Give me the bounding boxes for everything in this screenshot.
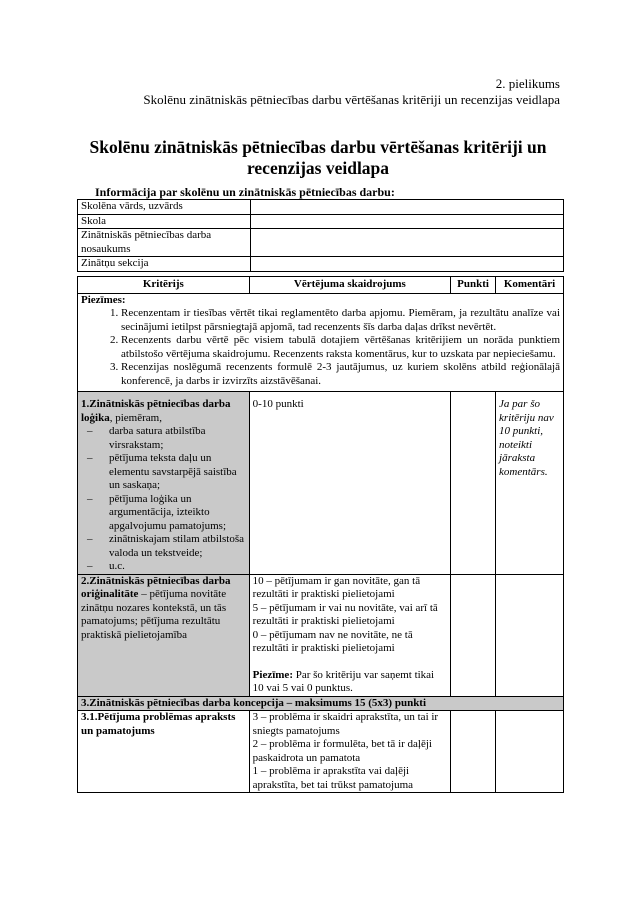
info-row <box>78 214 564 229</box>
notes-row <box>78 293 564 392</box>
criterion-2-grade: 10 – pētījumam ir gan novitāte, gan tā rezultāti ir praktiski pielietojami <box>252 574 421 600</box>
criterion-3-1-grade: 3 – problēma ir skaidri aprakstīta, un tai ir sniegts pamatojums <box>252 711 439 737</box>
criterion-2-title: 2.Zinātniskās pētniecības darba oriģinalitāte <box>81 574 231 600</box>
criterion-2-cell <box>78 574 250 696</box>
info-value-field[interactable] <box>251 200 564 215</box>
criterion-1-comment[interactable]: Ja par šo kritēriju nav 10 punkti, noteikti jāraksta komentārs. <box>496 392 564 575</box>
criterion-2-explanation <box>249 574 450 696</box>
criteria-table <box>77 276 564 793</box>
info-table <box>77 199 564 272</box>
section-3-row <box>78 696 564 711</box>
page-title: Skolēnu zinātniskās pētniecības darbu vērtēšanas kritēriji un recenzijas veidlapa <box>89 137 547 178</box>
criterion-1-item: – zinātniskajam stilam atbilstoša valoda un tekstveide; <box>85 533 246 560</box>
criterion-3-1-comment-field[interactable] <box>496 711 564 793</box>
criterion-1-title-rest: , piemēram, <box>109 411 162 424</box>
info-row <box>78 229 564 257</box>
notes-cell <box>78 293 564 392</box>
criterion-1-title: 1.Zinātniskās pētniecības darba loģika <box>81 398 231 424</box>
note-item: 3. Recenzijas noslēgumā recenzents formulē 2-3 jautājumus, uz kuriem skolēns atbild reģionālajā konferencē, ja darbs ir izvirzīts aizstāvēšanai. <box>121 361 560 388</box>
info-label: Skolēna vārds, uzvārds <box>78 200 251 215</box>
criterion-2-title-rest: – pētījuma novitāte zinātņu nozares kontekstā, un tās pamatojums; pētījuma rezultātu praktiskā pielietojamība <box>81 588 227 641</box>
criterion-2-note-label: Piezīme: <box>252 668 293 681</box>
criterion-1-item: – u.c. <box>85 560 246 574</box>
criteria-header-row <box>78 277 564 294</box>
note-item: 2. Recenzents darbu vērtē pēc visiem tabulā dotajiem vērtēšanas kritērijiem un norāda punktiem atbilstošo vērtējuma skaidrojumu. Recenzents raksta komentārus, kur to uzskata par nepieciešamu. <box>121 334 560 361</box>
section-3-heading: 3.Zinātniskās pētniecības darba koncepcija – maksimums 15 (5x3) punkti <box>78 696 564 711</box>
info-label: Zinātņu sekcija <box>78 257 251 272</box>
info-label: Zinātniskās pētniecības darba nosaukums <box>78 229 251 257</box>
criterion-2-note-text: Par šo kritēriju var saņemt tikai 10 vai 5 vai 0 punktus. <box>252 668 435 694</box>
criterion-2-comment-field[interactable] <box>496 574 564 696</box>
criterion-1-points-field[interactable] <box>451 392 496 575</box>
info-row <box>78 257 564 272</box>
note-item: 1. Recenzentam ir tiesības vērtēt tikai reglamentēto darba apjomu. Piemēram, ja rezultātu analīze vai secinājumi ietilpst pārsniegtajā apjomā, tad recenzents šīs darba daļas drīkst nevērtēt. <box>121 307 560 334</box>
criterion-1-list <box>81 425 246 574</box>
info-value-field[interactable] <box>251 214 564 229</box>
header-comments: Komentāri <box>496 277 564 294</box>
criterion-2-points-field[interactable] <box>451 574 496 696</box>
criterion-row-2 <box>78 574 564 696</box>
criterion-1-item: – darba satura atbilstība virsrakstam; <box>85 425 246 452</box>
criterion-3-1-grade: 1 – problēma ir aprakstīta vai daļēji aprakstīta, bet tai trūkst pamatojuma <box>252 765 414 791</box>
criterion-3-1-explanation <box>249 711 450 793</box>
info-row <box>78 200 564 215</box>
criterion-row-1 <box>78 392 564 575</box>
criterion-row-3-1 <box>78 711 564 793</box>
header-explanation: Vērtējuma skaidrojums <box>249 277 450 294</box>
notes-title: Piezīmes: <box>81 293 126 306</box>
info-heading: Informācija par skolēnu un zinātniskās pētniecības darbu: <box>95 185 395 199</box>
criterion-2-grade: 0 – pētījumam nav ne novitāte, ne tā rezultāti ir praktiski pielietojami <box>252 628 413 654</box>
info-value-field[interactable] <box>251 257 564 272</box>
criterion-1-item: – pētījuma loģika un argumentācija, izteikto apgalvojumu pamatojums; <box>85 493 246 534</box>
criterion-1-item: – pētījuma teksta daļu un elementu savstarpējā saistība un saskaņa; <box>85 452 246 493</box>
criterion-3-1-points-field[interactable] <box>451 711 496 793</box>
header-points: Punkti <box>451 277 496 294</box>
info-value-field[interactable] <box>251 229 564 257</box>
criterion-2-grade: 5 – pētījumam ir vai nu novitāte, vai arī tā rezultāti ir praktiski pielietojami <box>252 601 438 627</box>
header-criterion: Kritērijs <box>78 277 250 294</box>
criterion-3-1-title: 3.1.Pētījuma problēmas apraksts un pamatojums <box>78 711 250 793</box>
appendix-header <box>40 76 560 108</box>
criterion-1-cell <box>78 392 250 575</box>
criterion-3-1-grade: 2 – problēma ir formulēta, bet tā ir daļēji paskaidrota un pamatota <box>252 738 432 764</box>
criterion-1-explanation: 0-10 punkti <box>249 392 450 575</box>
notes-list <box>81 307 560 388</box>
criterion-2-note <box>253 669 447 696</box>
appendix-title: Skolēnu zinātniskās pētniecības darbu vērtēšanas kritēriji un recenzijas veidlapa <box>143 92 560 107</box>
info-label: Skola <box>78 214 251 229</box>
appendix-number: 2. pielikums <box>495 76 560 91</box>
